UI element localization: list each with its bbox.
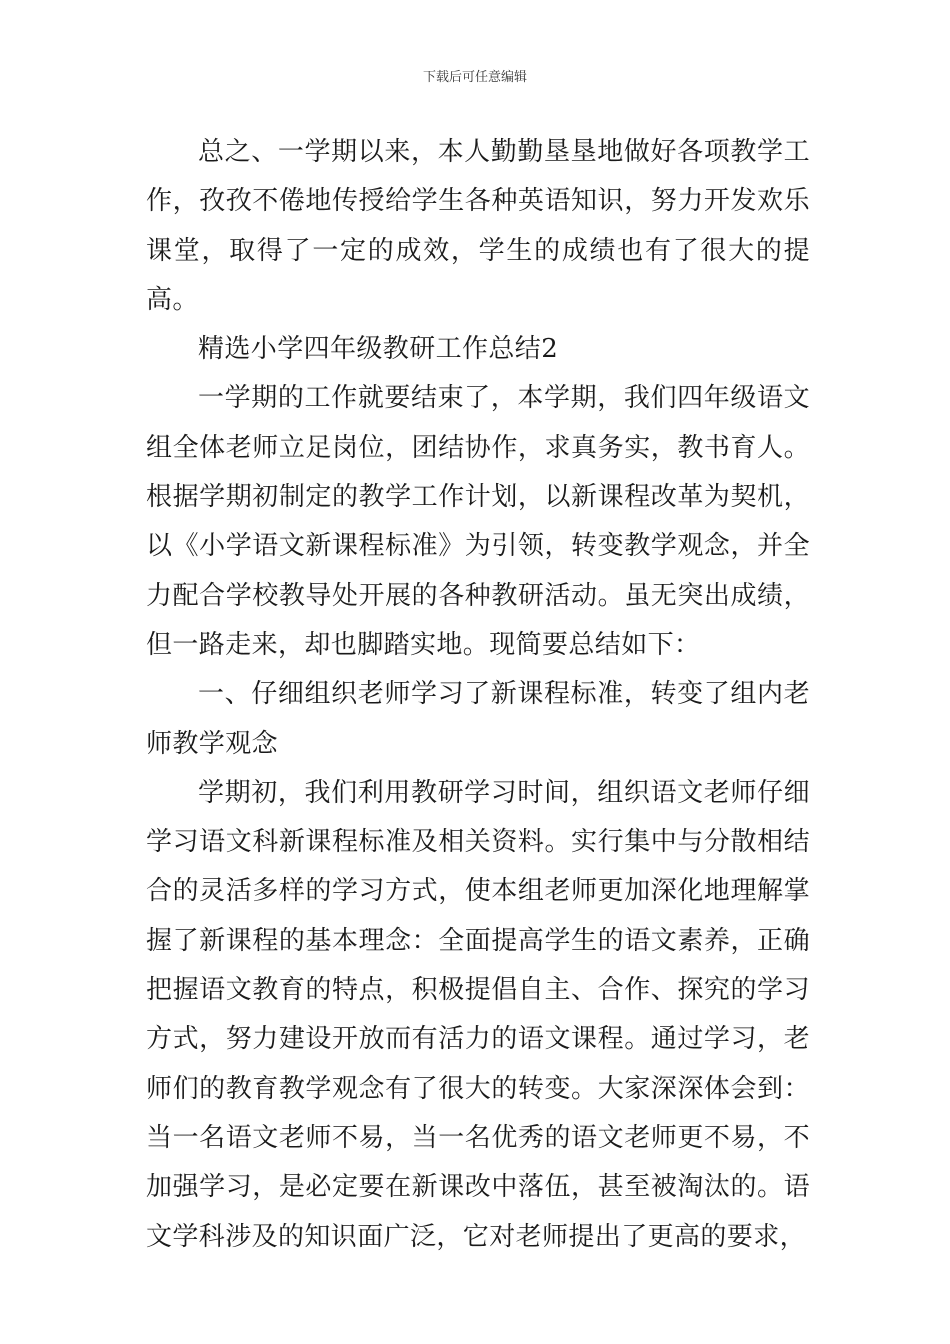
section-heading-one: 一、仔细组织老师学习了新课程标准，转变了组内老师教学观念 — [146, 679, 810, 759]
paragraph-intro: 一学期的工作就要结束了，本学期，我们四年级语文组全体老师立足岗位，团结协作，求真务实，教书育人。根据学期初制定的教学工作计划，以新课程改革为契机，以《小学语文新课程标准》为引领，转变教学观念，并全力配合学校教导处开展的各种教研活动。虽无突出成绩，但一路走来，却也脚踏实地。现简要总结如下： — [146, 383, 810, 660]
paragraph-study: 学期初，我们利用教研学习时间，组织语文老师仔细学习语文科新课程标准及相关资料。实行集中与分散相结合的灵活多样的学习方式，使本组老师更加深化地理解掌握了新课程的基本理念：全面提高学生的语文素养，正确把握语文教育的特点，积极提倡自主、合作、探究的学习方式，努力建设开放而有活力的语文课程。通过学习，老师们的教育教学观念有了很大的转变。大家深深体会到：当一名语文老师不易，当一名优秀的语文老师更不易，不加强学习，是必定要在新课改中落伍，甚至被淘汰的。语文学科涉及的知识面广泛，它对老师提出了更高的要求， — [146, 777, 810, 1252]
document-body — [146, 128, 810, 1262]
header-note: 下载后可任意编辑 — [422, 70, 527, 85]
section-title: 精选小学四年级教研工作总结2 — [198, 334, 559, 365]
paragraph-summary: 总之、一学期以来，本人勤勤垦垦地做好各项教学工作，孜孜不倦地传授给学生各种英语知识，努力开发欢乐课堂，取得了一定的成效，学生的成绩也有了很大的提高。 — [146, 137, 810, 315]
